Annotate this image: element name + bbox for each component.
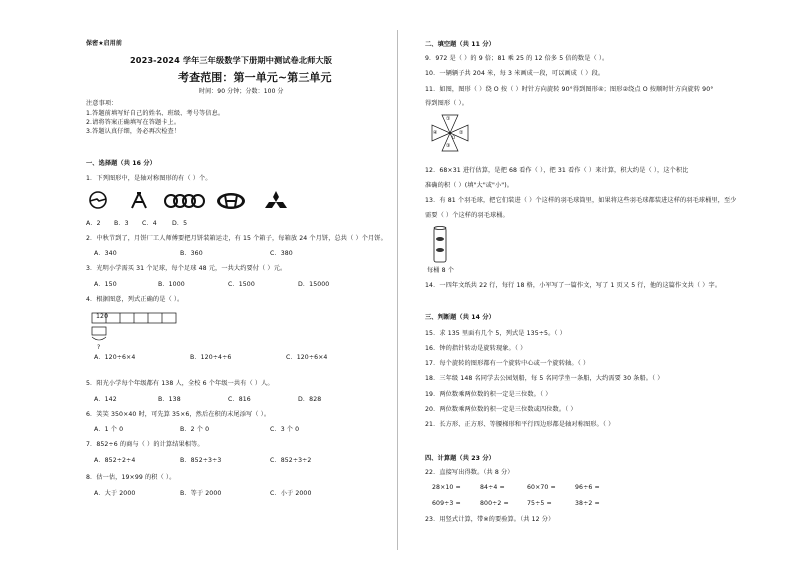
calc-2-4: 38÷2 = <box>575 500 600 507</box>
q4-fig-unknown: ? <box>97 344 101 351</box>
secret-label: 保密★启用前 <box>86 40 122 47</box>
q6-opt-b: B．2 个 0 <box>180 426 210 433</box>
q16-text: 16．钟的指针转动是旋转现象。（ ） <box>425 345 527 352</box>
q4-fig-total: 120 <box>96 313 109 320</box>
q8-opt-a: A．大于 2000 <box>94 490 136 497</box>
q1-opt-d: D．5 <box>172 220 188 227</box>
q12-text-1: 12．68×31 进行估算，是把 68 看作（ ），把 31 看作（ ）来计算，积大约是（ ），这个积比 <box>425 167 689 174</box>
q6-opt-a: A．1 个 0 <box>94 426 124 433</box>
note-3: 3.答题认真仔细，务必再次检查！ <box>86 128 181 135</box>
opel-logo-icon <box>90 192 106 208</box>
calc-2-3: 75÷5 = <box>527 500 552 507</box>
q5-opt-c: C．816 <box>228 396 251 403</box>
q4-opt-a: A．120÷6×4 <box>94 354 136 361</box>
q9-text: 9．972 是（ ）的 9 倍；81 乘 25 的 12 倍多 5 倍的数是（ ）。 <box>425 55 609 62</box>
q4-opt-c: C．120÷6×4 <box>286 354 328 361</box>
calc-2-1: 609÷3 = <box>432 500 461 507</box>
q3-opt-b: B．1000 <box>158 281 185 288</box>
calc-2-2: 800÷2 = <box>480 500 509 507</box>
q1-opt-b: B．3 <box>114 220 129 227</box>
pinwheel-label-3: ③ <box>446 143 451 149</box>
calc-1-2: 84÷4 = <box>480 484 505 491</box>
car-logos <box>88 190 378 214</box>
q21-text: 21．长方形、正方形、等腰梯形和平行四边形都是轴对称图形。（ ） <box>425 421 615 428</box>
q2-opt-c: C．380 <box>270 250 293 257</box>
q8-text: 8．估一估，19×99 的积（ ）。 <box>86 474 176 481</box>
q1-opt-a: A．2 <box>86 220 101 227</box>
q13-text-1: 13．有 81 个羽毛球，把它们装进（ ）个这样的羽毛球筒里，如果将这些羽毛球都装进这样的羽毛球桶里，至少 <box>425 197 737 204</box>
q8-opt-c: C．小于 2000 <box>270 490 312 497</box>
q1-opt-c: C．4 <box>142 220 157 227</box>
q3-text: 3．光明小学需买 31 个足球，每个足球 48 元，一共大约要付（ ）元。 <box>86 265 287 272</box>
notes-title: 注意事项： <box>86 100 118 107</box>
q6-text: 6．笑笑 350×40 时，可先算 35×6，然后在积的末尾添写（ ）。 <box>86 411 271 418</box>
acura-logo-icon <box>132 193 146 208</box>
q5-text: 5．阳光小学每个年级都有 138 人，全校 6 个年级一共有（ ）人。 <box>86 380 274 387</box>
section3-title: 三、判断题（共 14 分） <box>425 314 495 321</box>
q10-text: 10．一辆辆子共 204 米，每 3 米画成一段，可以画成（ ）段。 <box>425 70 605 77</box>
q3-opt-a: A．150 <box>94 281 117 288</box>
section2-title: 二、填空题（共 11 分） <box>425 41 495 48</box>
q17-text: 17．每个旋转的图形都有一个旋转中心或一个旋转轴。（ ） <box>425 360 590 367</box>
calc-1-1: 28×10 = <box>432 484 461 491</box>
q7-opt-b: B．852÷3÷3 <box>180 457 222 464</box>
q3-opt-c: C．1500 <box>228 281 255 288</box>
q14-text: 14．一四年文纸共 22 行，每行 18 格，小军写了一篇作文，写了 1 页又 5 行，他的这篇作文共（ ）字。 <box>425 282 722 289</box>
q2-opt-a: A．340 <box>94 250 117 257</box>
pinwheel-label-2: ② <box>459 130 464 136</box>
time-score: 时间：90 分钟；分数：100 分 <box>199 88 284 95</box>
q12-text-2: 准确的积（ ）(填"大"或"小")。 <box>425 182 514 189</box>
q5-opt-a: A．142 <box>94 396 117 403</box>
q7-text: 7．852÷6 的商与（ ）的计算结果相等。 <box>86 441 204 448</box>
q1-text: 1．下列图形中，是轴对称图形的有（ ）个。 <box>86 175 212 182</box>
q15-text: 15．求 135 里面有几个 5，列式是 135÷5。（ ） <box>425 330 566 337</box>
audi-logo-icon <box>165 195 204 207</box>
q7-opt-c: C．852÷3÷2 <box>270 457 312 464</box>
q5-opt-b: B．138 <box>158 396 181 403</box>
q4-text: 4．根据图意，列式正确的是（ ）。 <box>86 296 184 303</box>
q4-opt-b: B．120÷4÷6 <box>190 354 232 361</box>
section1-title: 一、选择题（共 16 分） <box>86 160 156 167</box>
q11-text-2: 得到图形（ ）。 <box>425 100 468 107</box>
q5-opt-d: D．828 <box>298 396 322 403</box>
hyundai-logo-icon <box>217 193 245 209</box>
exam-scope: 考查范围：第一单元~第三单元 <box>178 71 332 84</box>
shuttlecock-tube-icon <box>433 226 449 264</box>
note-2: 2.请将答案正确填写在答题卡上。 <box>86 119 181 126</box>
exam-title: 2023-2024 学年三年级数学下册期中测试卷北师大版 <box>130 55 332 65</box>
q6-opt-c: C．3 个 0 <box>270 426 300 433</box>
calc-1-4: 96÷6 = <box>575 484 600 491</box>
q20-text: 20．两位数乘两位数的积一定是三位数或四位数。（ ） <box>425 406 577 413</box>
q13-note: 每桶 8 个 <box>427 267 455 274</box>
pinwheel-label-1: ① <box>446 116 451 122</box>
pinwheel-label-4: ④ <box>433 130 438 136</box>
q18-text: 18．三年级 148 名同学去公园划船，每 5 名同学坐一条船，大约需要 30 条船。（ ） <box>425 375 664 382</box>
q19-text: 19．两位数乘两位数的积一定是三位数。（ ） <box>425 391 552 398</box>
note-1: 1.答题前填写好自己的姓名、班级、考号等信息。 <box>86 110 225 117</box>
q22-text: 22．直接写出得数。（共 8 分） <box>425 469 514 476</box>
q11-text-1: 11．如图，图形（ ）绕 O 按（ ）时针方向旋转 90°得到图形④；图形②绕点 O 按顺时针方向旋转 90° <box>425 86 714 93</box>
mitsubishi-logo-icon <box>265 191 287 208</box>
column-divider <box>397 30 398 550</box>
q7-opt-a: A．852÷2÷4 <box>94 457 136 464</box>
calc-1-3: 60×70 = <box>527 484 556 491</box>
q8-opt-b: B．等于 2000 <box>180 490 222 497</box>
pinwheel-center: O <box>452 135 456 140</box>
q3-opt-d: D．15000 <box>298 281 330 288</box>
q2-text: 2．中秋节到了，月饼厂工人师傅要把月饼装箱运走，有 15 个箱子，每箱放 24 个月饼，总共（ ）个月饼。 <box>86 235 387 242</box>
q23-text: 23．用竖式计算，带※的要验算。（共 12 分） <box>425 516 555 523</box>
section4-title: 四、计算题（共 23 分） <box>425 455 495 462</box>
q13-text-2: 需要（ ）个这样的羽毛球桶。 <box>425 212 509 219</box>
q2-opt-b: B．360 <box>180 250 203 257</box>
